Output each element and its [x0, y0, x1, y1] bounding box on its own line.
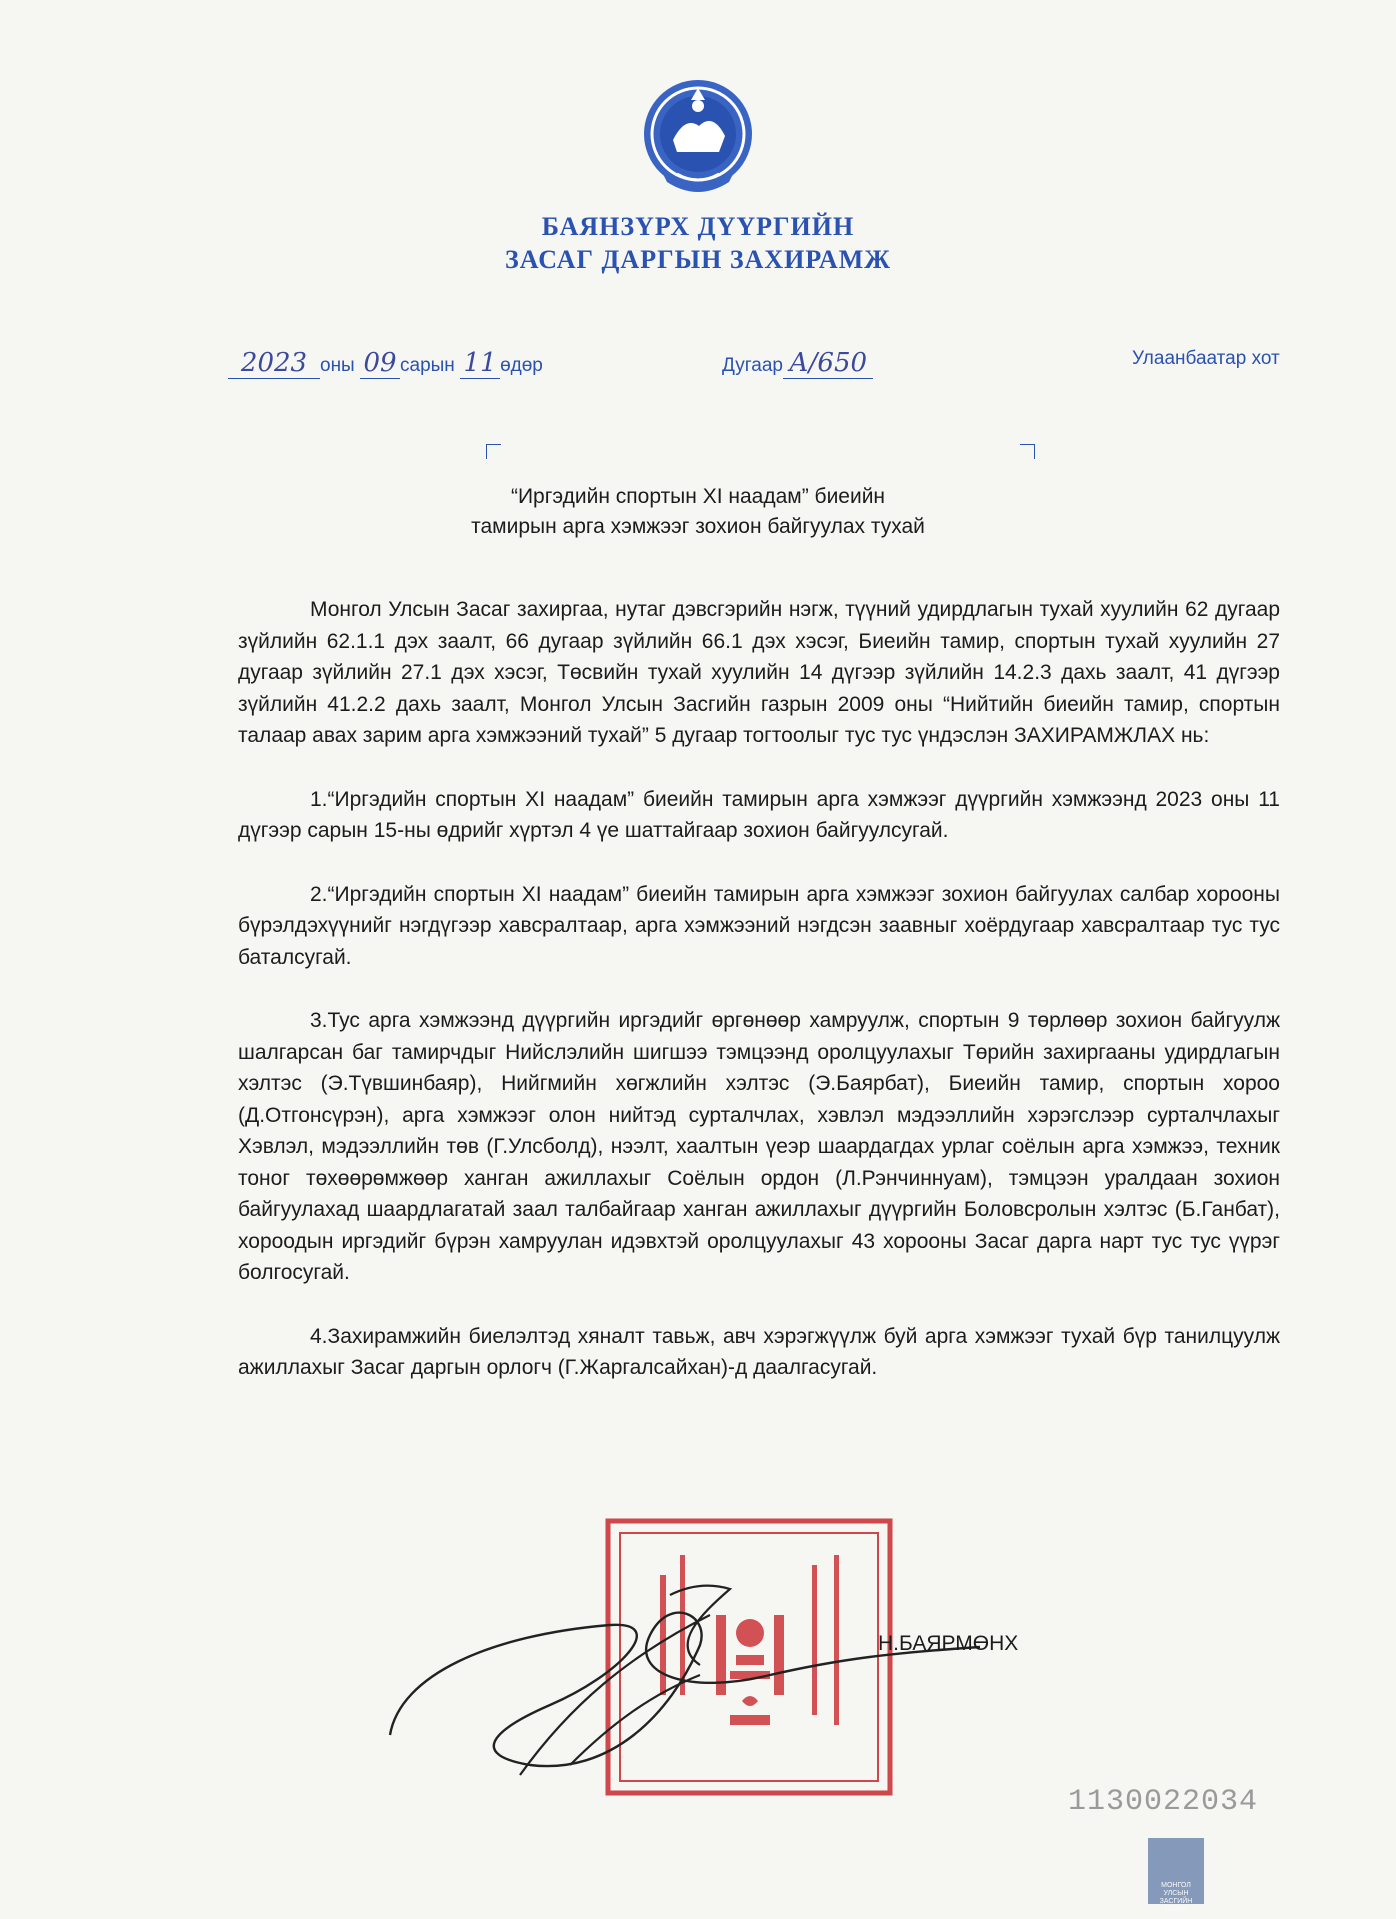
watermark-small-line2: ЗАСГИЙН ГАЗАР	[1159, 1898, 1193, 1913]
intro-paragraph: Монгол Улсын Засаг захиргаа, нутаг дэвсгэрийн нэгж, түүний удирдлагын тухай хуулийн 62 дугаар зүйлийн 62.1.1 дэх заалт, 66 дугаар зүйлийн 66.1 дэх хэсэг, Биеийн тамир, спортын тухай хуулийн 27 дугаар зүйлийн 27.1 дэх хэсэг, Төсвийн тухай хуулийн 14 дүгээр зүйлийн 14.2.3 дахь заалт, 41 дүгээр зүйлийн 41.2.2 дахь заалт, Монгол Улсын Засгийн газрын 2009 оны “Нийтийн биеийн тамир, спортын талаар авах зарим арга хэмжээний тухай” 5 дугаар тогтоолыг тус тус үндэслэн ЗАХИРАМЖЛАХ нь:	[238, 598, 1280, 747]
bracket-right	[1020, 444, 1035, 459]
watermark-small-text	[1150, 1882, 1202, 1914]
signature-image	[370, 1555, 1020, 1795]
place: Улаанбаатар хот	[1132, 348, 1280, 369]
bracket-left	[486, 444, 501, 459]
item-2: 2.“Иргэдийн спортын XI наадам” биеийн тамирын арга хэмжээг зохион байгуулах салбар хорооны бүрэлдэхүүнийг нэгдүгээр хавсралтаар, арга хэмжээний нэгдсэн заавныг хоёрдугаар хавсралтаар тус тус баталсугай.	[238, 882, 1280, 969]
date-month: 09	[360, 348, 400, 379]
org-name-line2: ЗАСАГ ДАРГЫН ЗАХИРАМЖ	[505, 245, 891, 274]
watermark-small-line1: МОНГОЛ УЛСЫН	[1161, 1882, 1191, 1897]
date-year: 2023	[228, 348, 320, 379]
org-name-line1: БАЯНЗҮРХ ДҮҮРГИЙН	[541, 212, 855, 241]
title-line2: тамирын арга хэмжээг зохион байгуулах тухай	[471, 515, 925, 538]
watermark	[1148, 1838, 1386, 1913]
title-line1: “Иргэдийн спортын XI наадам” биеийн	[510, 485, 886, 508]
date-month-suffix: сарын	[400, 355, 455, 376]
date-line	[228, 348, 543, 379]
document-body	[238, 594, 1280, 1416]
date-day: 11	[460, 348, 500, 379]
state-emblem-icon	[633, 78, 763, 202]
order-number	[722, 348, 873, 379]
order-number-label: Дугаар	[722, 355, 783, 376]
date-year-suffix: оны	[320, 355, 355, 376]
signer-name: Н.БАЯРМӨНХ	[878, 1632, 1019, 1655]
item-1: 1.“Иргэдийн спортын XI наадам” биеийн тамирын арга хэмжээг дүүргийн хэмжээнд 2023 оны 11 дүгээр сарын 15-ны өдрийг хүртэл 4 үе шаттайгаар зохион байгуулсугай.	[238, 787, 1280, 842]
registration-number: 1130022034	[1068, 1785, 1259, 1819]
order-number-value: А/650	[783, 348, 873, 379]
document-title	[0, 482, 1396, 542]
item-4: 4.Захирамжийн биелэлтэд хяналт тавьж, авч хэрэгжүүлж буй арга хэмжээг тухай бүр танилцуулж ажиллахыг Засаг даргын орлогч (Г.Жаргалсайхан)-д даалгасугай.	[238, 1324, 1280, 1379]
date-day-suffix: өдөр	[500, 355, 543, 376]
item-3: 3.Тус арга хэмжээнд дүүргийн иргэдийг өргөнөөр хамруулж, спортын 9 төрлөөр зохион байгуулж шалгарсан баг тамирчдыг Нийслэлийн шигшээ тэмцээнд оролцуулахыг Төрийн захиргааны удирдлагын хэлтэс (Э.Түвшинбаяр), Нийгмийн хөгжлийн хэлтэс (Э.Баярбат), Биеийн тамир, спортын хороо (Д.Отгонсүрэн), арга хэмжээг олон нийтэд сурталчлах, хэвлэл мэдээллийн хэрэгслээр сурталчлахыг Хэвлэл, мэдээллийн төв (Г.Улсболд), нээлт, хаалтын үеэр шаардагдах урлаг соёлын арга хэмжээ, техник тоног төхөөрөмжөөр хангaн ажиллахыг Соёлын ордон (Л.Рэнчиннyaм), тэмцээн уралдаан зохион байгуулахад шаардлагатай заал талбайгаар хангaн ажиллахыг дүүргийн Боловсролын хэлтэс (Б.Ганбат), хороодын иргэдийг бүрэн хамруулан идэвхтэй оролцуулахыг 43 хорооны Засаг дарга нарт тус тус үүрэг болгосугай.	[238, 1009, 1280, 1284]
